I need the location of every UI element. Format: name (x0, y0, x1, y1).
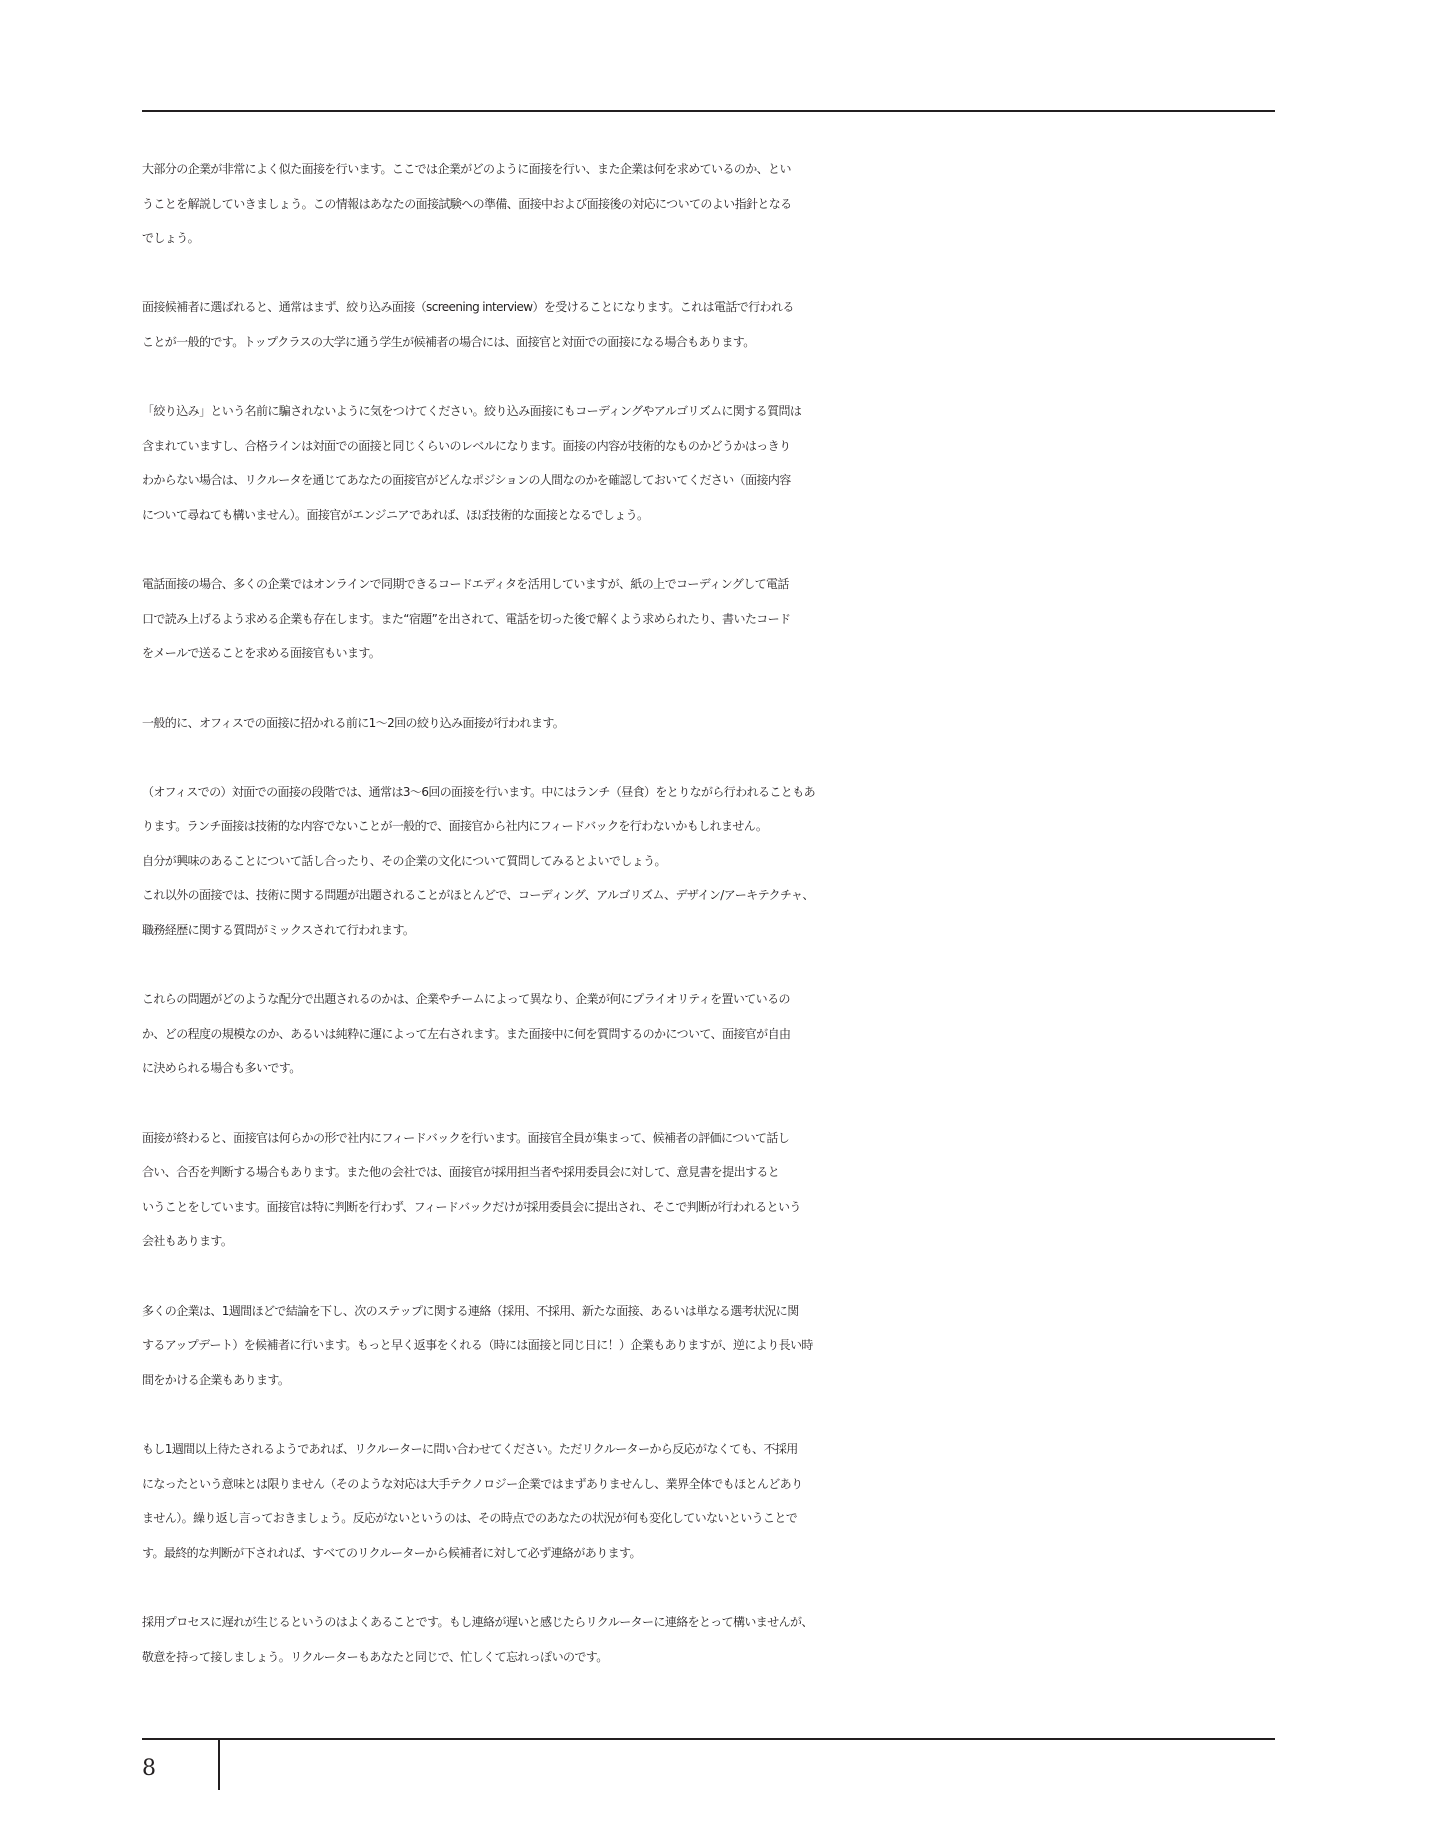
text-line: か、どの程度の規模なのか、あるいは純粋に運によって左右されます。また面接中に何を質問するのかについて、面接官が自由 (142, 1026, 791, 1041)
paragraph-11 (142, 1605, 1292, 1674)
text-line: 敬意を持って接しましょう。リクルーターもあなたと同じで、忙しくて忘れっぽいのです。 (142, 1649, 608, 1664)
text-line: をメールで送ることを求める面接官もいます。 (142, 646, 381, 661)
text-line: ことが一般的です。トップクラスの大学に通う学生が候補者の場合には、面接官と対面での面接になる場合もあります。 (142, 334, 755, 349)
text-line: ません）。繰り返し言っておきましょう。反応がないというのは、その時点でのあなたの状況が何も変化していないということで (142, 1511, 798, 1526)
text-line: するアップデート）を候補者に行います。もっと早く返事をくれる（時には面接と同じ日に！）企業もありますが、逆により長い時 (142, 1338, 813, 1353)
text-line: す。最終的な判断が下されれば、すべてのリクルーターから候補者に対して必ず連絡があります。 (142, 1545, 641, 1560)
text-line: 多くの企業は、1週間ほどで結論を下し、次のステップに関する連絡（採用、不採用、新たな面接、あるいは単なる選考状況に関 (142, 1303, 799, 1318)
footer-rule (142, 1738, 1275, 1740)
text-line: になったという意味とは限りません（そのような対応は大手テクノロジー企業ではまずありませんし、業界全体でもほとんどあり (142, 1476, 803, 1491)
text-line: ります。ランチ面接は技術的な内容でないことが一般的で、面接官から社内にフィードバックを行わないかもしれません。 (142, 819, 768, 834)
text-line: 口で読み上げるよう求める企業も存在します。また“宿題”を出されて、電話を切った後で解くよう求められたり、書いたコード (142, 611, 791, 626)
text-line: 一般的に、オフィスでの面接に招かれる前に1〜2回の絞り込み面接が行われます。 (142, 715, 565, 730)
body-text (142, 152, 1292, 1674)
text-line: 含まれていますし、合格ラインは対面での面接と同じくらいのレベルになります。面接の内容が技術的なものかどうかはっきり (142, 438, 791, 453)
text-line: 合い、合否を判断する場合もあります。また他の会社では、面接官が採用担当者や採用委員会に対して、意見書を提出すると (142, 1165, 780, 1180)
text-line: いうことをしています。面接官は特に判断を行わず、フィードバックだけが採用委員会に提出され、そこで判断が行われるという (142, 1199, 801, 1214)
text-line: これ以外の面接では、技術に関する問題が出題されることがほとんどで、コーディング、アルゴリズム、デザイン/アーキテクチャ、 (142, 888, 814, 903)
text-line: でしょう。 (142, 231, 200, 246)
paragraph-5 (142, 706, 1292, 741)
text-line: 自分が興味のあることについて話し合ったり、その企業の文化について質問してみるとよいでしょう。 (142, 853, 666, 868)
paragraph-6 (142, 775, 1292, 948)
text-line: これらの問題がどのような配分で出題されるのかは、企業やチームによって異なり、企業が何にプライオリティを置いているの (142, 992, 790, 1007)
text-line: 間をかける企業もあります。 (142, 1372, 290, 1387)
text-line: わからない場合は、リクルータを通じてあなたの面接官がどんなポジションの人間なのかを確認しておいてください（面接内容 (142, 473, 791, 488)
paragraph-3 (142, 394, 1292, 532)
page-number-divider (218, 1740, 220, 1790)
header-rule (142, 110, 1275, 112)
paragraph-10 (142, 1432, 1292, 1570)
text-line: 職務経歴に関する質問がミックスされて行われます。 (142, 923, 415, 938)
paragraph-4 (142, 567, 1292, 671)
paragraph-9 (142, 1294, 1292, 1398)
text-line: うことを解説していきましょう。この情報はあなたの面接試験への準備、面接中および面接後の対応についてのよい指針となる (142, 196, 792, 211)
paragraph-8 (142, 1121, 1292, 1259)
paragraph-1 (142, 152, 1292, 256)
text-line: （オフィスでの）対面での面接の段階では、通常は3〜6回の面接を行います。中にはランチ（昼食）をとりながら行われることもあ (142, 784, 815, 799)
text-line: 面接候補者に選ばれると、通常はまず、絞り込み面接（screening interview）を受けることになります。これは電話で行われる (142, 300, 794, 315)
text-line: 大部分の企業が非常によく似た面接を行います。ここでは企業がどのように面接を行い、また企業は何を求めているのか、とい (142, 162, 791, 176)
page-number: 8 (142, 1756, 156, 1781)
text-line: 電話面接の場合、多くの企業ではオンラインで同期できるコードエディタを活用していますが、紙の上でコーディングして電話 (142, 577, 789, 592)
text-line: 会社もあります。 (142, 1234, 233, 1249)
text-line: について尋ねても構いません）。面接官がエンジニアであれば、ほぼ技術的な面接となるでしょう。 (142, 507, 649, 522)
paragraph-2 (142, 290, 1292, 359)
paragraph-7 (142, 982, 1292, 1086)
text-line: 採用プロセスに遅れが生じるというのはよくあることです。もし連絡が遅いと感じたらリクルーターに連絡をとって構いませんが、 (142, 1614, 813, 1629)
text-line: に決められる場合も多いです。 (142, 1061, 301, 1076)
text-line: 面接が終わると、面接官は何らかの形で社内にフィードバックを行います。面接官全員が集まって、候補者の評価について話し (142, 1130, 790, 1145)
text-line: もし1週間以上待たされるようであれば、リクルーターに問い合わせてください。ただリクルーターから反応がなくても、不採用 (142, 1441, 798, 1456)
text-line: 「絞り込み」という名前に騙されないように気をつけてください。絞り込み面接にもコーディングやアルゴリズムに関する質問は (142, 404, 802, 419)
